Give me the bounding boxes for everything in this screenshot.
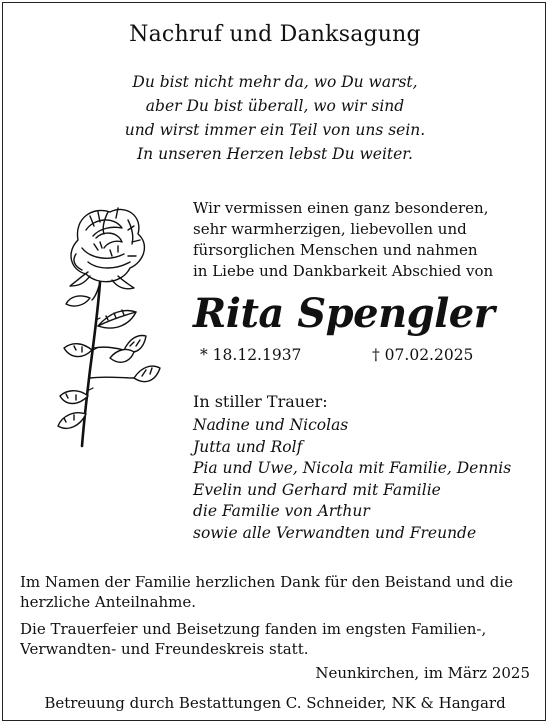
thanks-line: herzliche Anteilnahme. <box>20 593 197 611</box>
death-date: † 07.02.2025 <box>372 346 474 364</box>
intro-line: in Liebe und Dankbarkeit Abschied von <box>193 262 494 280</box>
mourner-line: Nadine und Nicolas <box>193 416 349 434</box>
intro-line: fürsorglichen Menschen und nahmen <box>193 241 478 259</box>
thanks-paragraph <box>20 572 535 612</box>
mourner-line: sowie alle Verwandten und Freunde <box>193 523 477 542</box>
mourner-line: Pia und Uwe, Nicola mit Familie, Dennis <box>193 459 512 477</box>
poem-line: Du bist nicht mehr da, wo Du warst, <box>132 73 418 91</box>
place-date: Neunkirchen, im März 2025 <box>315 664 530 682</box>
rose-illustration <box>38 200 188 450</box>
mourner-line: die Familie von Arthur <box>193 502 370 520</box>
rose-blossom <box>70 208 144 300</box>
poem-line: In unseren Herzen lebst Du weiter. <box>137 145 413 163</box>
intro-text <box>193 198 533 282</box>
mourner-line: Evelin und Gerhard mit Familie <box>193 480 441 499</box>
mourners-list <box>193 415 543 544</box>
poem <box>0 70 550 166</box>
intro-line: Wir vermissen einen ganz besonderen, <box>193 199 489 217</box>
mourner-line: Jutta und Rolf <box>193 437 303 456</box>
poem-line: und wirst immer ein Teil von uns sein. <box>124 121 426 139</box>
thanks-line: Im Namen der Familie herzlichen Dank für den Beistand und die <box>20 573 514 591</box>
intro-line: sehr warmherzigen, liebevollen und <box>193 220 467 238</box>
funeral-line: Die Trauerfeier und Beisetzung fanden im engsten Familien-, <box>20 620 487 638</box>
rose-stem <box>82 282 100 446</box>
rose-leaves <box>58 296 160 428</box>
poem-line: aber Du bist überall, wo wir sind <box>145 97 405 115</box>
undertaker-line: Betreuung durch Bestattungen C. Schneider, NK & Hangard <box>44 694 506 712</box>
mourning-label: In stiller Trauer: <box>193 392 328 411</box>
notice-title: Nachruf und Danksagung <box>129 22 421 47</box>
funeral-line: Verwandten- und Freundeskreis statt. <box>20 640 309 658</box>
deceased-name: Rita Spengler <box>193 290 495 337</box>
birth-date: * 18.12.1937 <box>200 346 302 364</box>
funeral-paragraph <box>20 619 535 659</box>
